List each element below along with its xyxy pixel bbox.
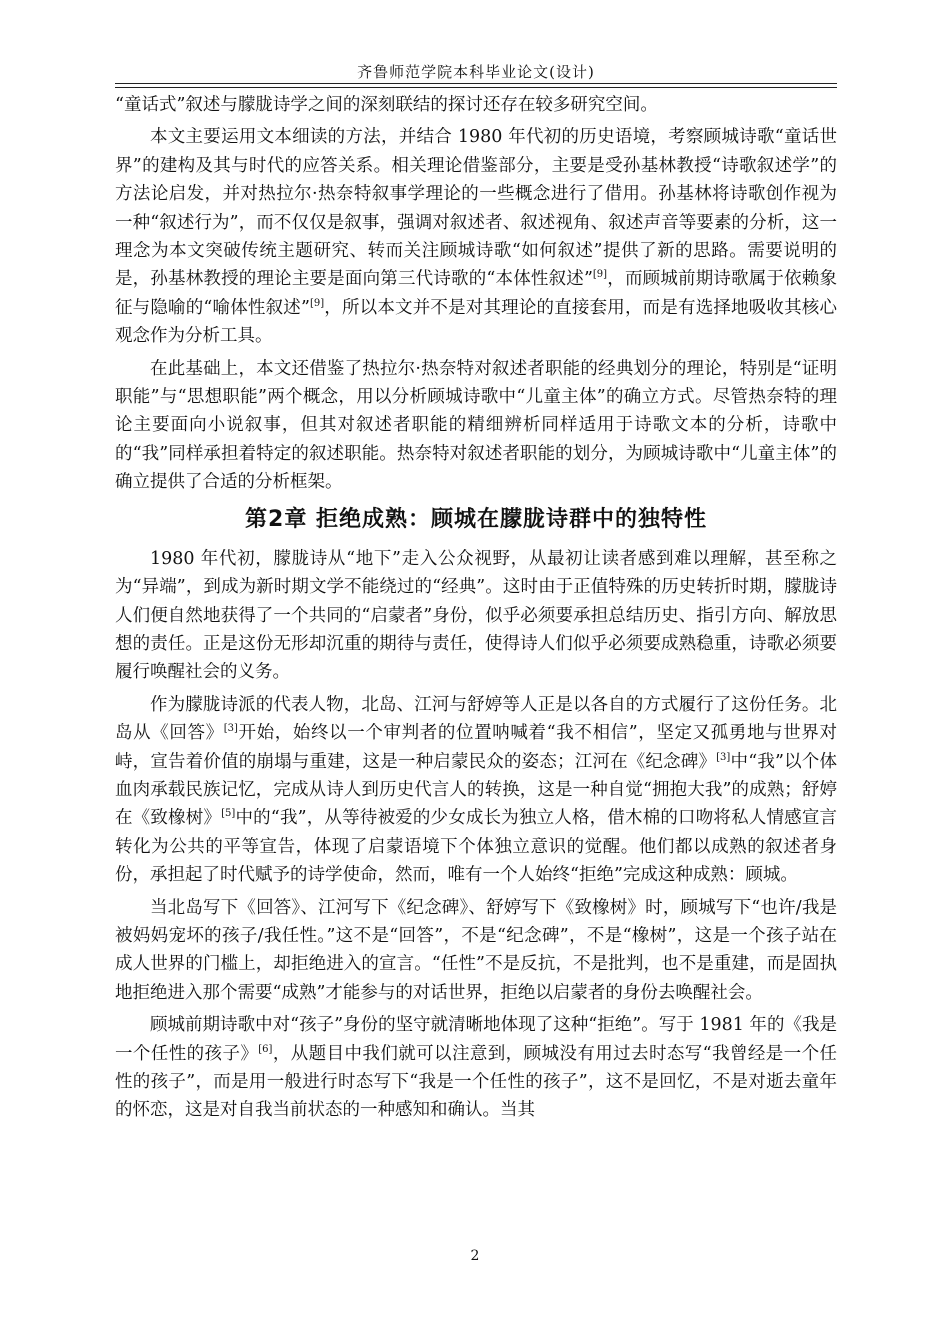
citation-ref: [9] [309,298,325,310]
paragraph-text: 作为朦胧诗派的代表人物，北岛、江河与舒婷等人正是以各自的方式履行了这份任务。北岛从《回答》 [115,694,837,744]
citation-ref: [6] [258,1043,273,1055]
paragraph [115,355,837,497]
paragraph-text: ，从题目中我们就可以注意到，顾城没有用过去时态写“我曾经是一个任性的孩子”，而是用一般进行时态写下“我是一个任性的孩子”，这不是回忆，不是对逝去童年的怀恋，这是对自我当前状态的一种感知和确认。当其 [115,1043,837,1121]
paragraph [115,691,837,890]
paragraph-text: 中“我”以个体血肉承载民族记忆，完成从诗人到历史代言人的转换，这是一种自觉“拥抱大我”的成熟；舒婷在《致橡树》 [115,751,837,829]
page-number: 2 [470,1248,480,1264]
paragraph [115,123,837,350]
paragraph-text: “童话式”叙述与朦胧诗学之间的深刻联结的探讨还存在较多研究空间。 [115,95,658,115]
paragraph-text: ，而顾城前期诗歌属于依赖象征与隐喻的“喻体性叙述” [115,269,837,318]
paragraph-text: 在此基础上，本文还借鉴了热拉尔·热奈特对叙述者职能的经典划分的理论，特别是“证明职能”与“思想职能”两个概念，用以分析顾城诗歌中“儿童主体”的确立方式。尽管热奈特的理论主要面向小说叙事，但其对叙述者职能的精细辨析同样适用于诗歌文本的分析，诗歌中的“我”同样承担着特定的叙述职能。热奈特对叙述者职能的划分，为顾城诗歌中“儿童主体”的确立提供了合适的分析框架。 [115,358,837,493]
section-before-heading [115,91,837,497]
paragraph-text: 本文主要运用文本细读的方法，并结合 1980 年代初的历史语境，考察顾城诗歌“童话世界”的建构及其与时代的应答关系。相关理论借鉴部分，主要是受孙基林教授“诗歌叙述学”的方法论启发，并对热拉尔·热奈特叙事学理论的一些概念进行了借用。孙基林将诗歌创作视为一种“叙述行为”，而不仅仅是叙事，强调对叙述者、叙述视角、叙述声音等要素的分析，这一理念为本文突破传统主题研究、转而关注顾城诗歌“如何叙述”提供了新的思路。需要说明的是，孙基林教授的理论主要是面向第三代诗歌的“本体性叙述” [115,127,837,290]
paragraph-text: 1980 年代初，朦胧诗从“地下”走入公众视野，从最初让读者感到难以理解，甚至称之为“异端”，到成为新时期文学不能绕过的“经典”。这时由于正值特殊的历史转折时期，朦胧诗人们便自然地获得了一个共同的“启蒙者”身份，似乎必须要承担总结历史、指引方向、解放思想的责任。正是这份无形却沉重的期待与责任，使得诗人们似乎必须要成熟稳重，诗歌必须要履行唤醒社会的义务。 [115,548,837,683]
header-rule-thick [115,83,837,84]
paragraph [115,545,837,687]
citation-ref: [5] [221,808,236,820]
chapter-heading: 第2章 拒绝成熟：顾城在朦胧诗群中的独特性 [245,506,707,532]
header-rule-thin [115,87,837,88]
paragraph-text: 当北岛写下《回答》、江河写下《纪念碑》、舒婷写下《致橡树》时，顾城写下“也许/我是被妈妈宠坏的孩子/我任性。”这不是“回答”，不是“纪念碑”，不是“橡树”，这是一个孩子站在成人世界的门槛上，却拒绝进入的宣言。“任性”不是反抗，不是批判，也不是重建，而是固执地拒绝进入那个需要“成熟”才能参与的对话世界，拒绝以启蒙者的身份去唤醒社会。 [115,897,837,1003]
paragraph-text: ，所以本文并不是对其理论的直接套用，而是有选择地吸收其核心观念作为分析工具。 [115,297,837,347]
paragraph [115,1011,837,1125]
body-text [115,91,837,1129]
paragraph [115,894,837,1008]
running-header: 齐鲁师范学院本科毕业论文(设计) [357,63,595,81]
paragraph-text: 开始，始终以一个审判者的位置呐喊着“我不相信”，坚定又孤勇地与世界对峙，宣告着价值的崩塌与重建，这是一种启蒙民众的姿态；江河在《纪念碑》 [115,723,838,772]
paragraph-text: 中的“我”，从等待被爱的少女成长为独立人格，借木棉的口吻将私人情感宣言转化为公共的平等宣告，体现了启蒙语境下个体独立意识的觉醒。他们都以成熟的叙述者身份，承担起了时代赋予的诗学使命，然而，唯有一个人始终“拒绝”完成这种成熟：顾城。 [115,808,838,886]
paragraph-text: 顾城前期诗歌中对“孩子”身份的坚守就清晰地体现了这种“拒绝”。写于 1981 年的《我是一个任性的孩子》 [115,1015,837,1064]
citation-ref: [3] [223,723,238,735]
citation-ref: [9] [592,269,608,281]
paragraph [115,91,837,119]
section-after-heading [115,545,837,1125]
citation-ref: [3] [716,751,731,763]
